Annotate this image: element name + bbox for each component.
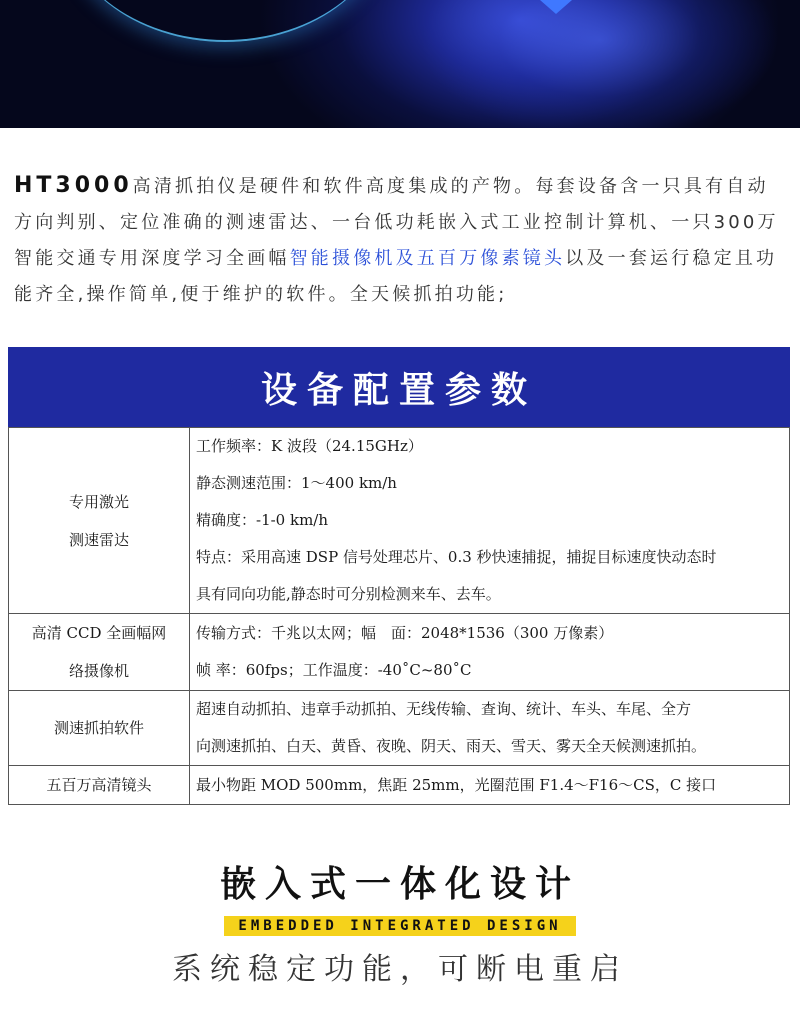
- row-label-line: 测速雷达: [68, 530, 129, 549]
- value-line: 帧 率：60fps；工作温度：-40˚C~80˚C: [196, 661, 472, 679]
- spec-table: [8, 427, 790, 805]
- row-label-line: 高清 CCD 全画幅网: [31, 624, 167, 642]
- value-line: 超速自动抓拍、违章手动抓拍、无线传输、查询、统计、车头、车尾、全方: [196, 700, 692, 718]
- value-line: 工作频率：K 波段（24.15GHz）: [196, 437, 423, 455]
- model-name: HT3000: [14, 173, 133, 198]
- design-subtitle-en: EMBEDDED INTEGRATED DESIGN: [224, 916, 575, 936]
- row-label: [9, 614, 190, 691]
- table-row: [9, 428, 790, 614]
- section-title: 设备配置参数: [8, 347, 790, 427]
- top-banner: [0, 0, 800, 128]
- row-value: [190, 428, 790, 614]
- value-line: 静态测速范围：1～400 km/h: [196, 474, 397, 492]
- value-line: 传输方式：千兆以太网；幅 面：2048*1536（300 万像素）: [196, 624, 614, 642]
- row-label: [9, 428, 190, 614]
- value-line: 精确度：-1-0 km/h: [196, 511, 329, 529]
- row-label-line: 络摄像机: [68, 662, 129, 680]
- banner-triangle: [540, 0, 572, 14]
- value-line: 最小物距 MOD 500mm，焦距 25mm，光圈范围 F1.4～F16～CS，C 接口: [196, 775, 717, 794]
- row-value: [190, 766, 790, 805]
- value-line: 具有同向功能,静态时可分别检测来车、去车。: [196, 585, 501, 603]
- design-tagline: 系统稳定功能，可断电重启: [172, 952, 628, 987]
- intro-paragraph: [14, 168, 789, 313]
- row-value: [190, 691, 790, 766]
- table-row: [9, 614, 790, 691]
- row-label-line: 五百万高清镜头: [46, 776, 152, 794]
- design-title: 嵌入式一体化设计: [219, 864, 580, 905]
- table-row: [9, 691, 790, 766]
- row-label: [9, 691, 190, 766]
- intro-highlight: 智能摄像机及五百万像素镜头: [289, 248, 566, 269]
- table-row: [9, 766, 790, 805]
- row-value: [190, 614, 790, 691]
- row-label: [9, 766, 190, 805]
- intro-text-2: 以及一套运行稳定且功能齐全,操作简单,便于维护的软件。全天候抓拍功能;: [14, 248, 778, 305]
- value-line: 特点：采用高速 DSP 信号处理芯片、0.3 秒快速捕捉，捕捉目标速度快动态时: [196, 548, 717, 566]
- row-label-line: 测速抓拍软件: [53, 719, 144, 737]
- banner-arc: [60, 0, 390, 42]
- value-line: 向测速抓拍、白天、黄昏、夜晚、阴天、雨天、雪天、雾天全天候测速抓拍。: [196, 737, 707, 755]
- banner-glow: [420, 0, 780, 128]
- intro-text-1: 高清抓拍仪是硬件和软件高度集成的产物。每套设备含一只具有自动方向判别、定位准确的测速雷达、一台低功耗嵌入式工业控制计算机、一只300万智能交通专用深度学习全画幅: [14, 176, 779, 269]
- row-label-line: 专用激光: [68, 492, 129, 511]
- design-section: [0, 860, 800, 988]
